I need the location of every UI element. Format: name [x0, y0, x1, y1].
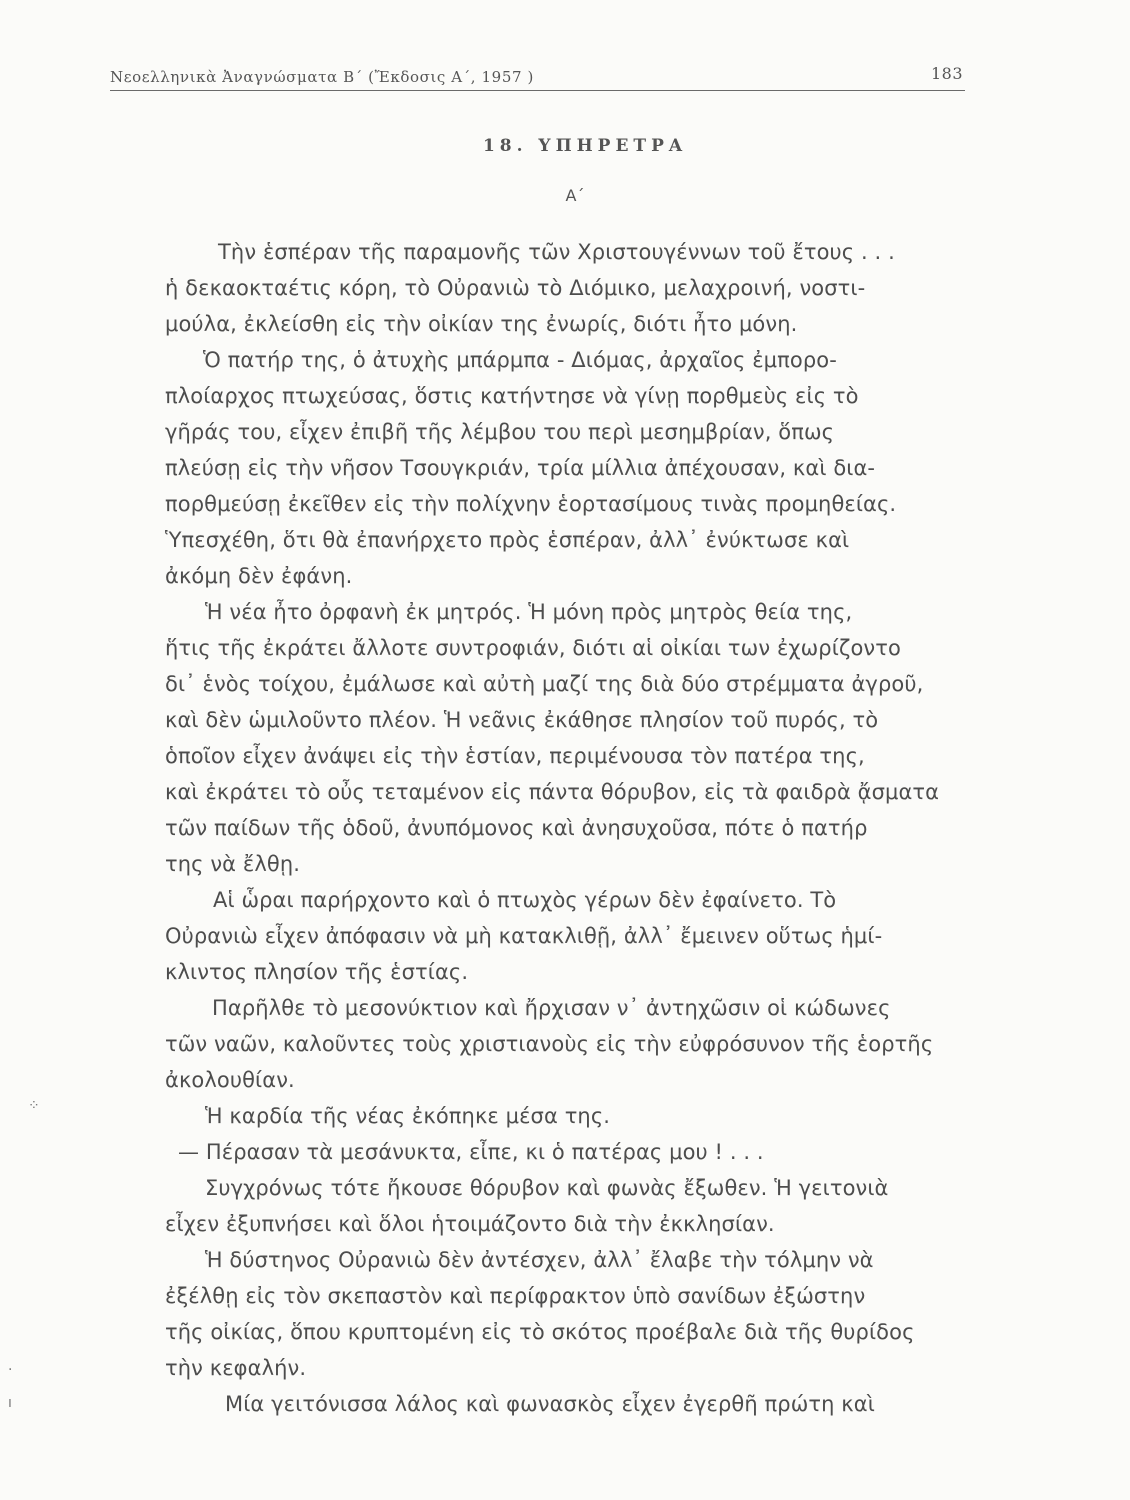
text-line: της νὰ ἔλθῃ.: [165, 852, 301, 876]
section-mark: Α´: [565, 186, 585, 205]
margin-speck: ⁘: [28, 1098, 40, 1114]
running-title: Νεοελληνικὰ Ἀναγνώσματα Β´ (Ἔκδοσις Α´, 1957 ): [110, 68, 534, 86]
text-line: ἡ δεκαοκταέτις κόρη, τὸ Οὐρανιὼ τὸ Διόμικο, μελαχροινή, νοστι-: [165, 276, 866, 300]
text-line: ἀκολουθίαν.: [165, 1068, 295, 1092]
text-line: πλεύσῃ εἰς τὴν νῆσον Τσουγκριάν, τρία μίλλια ἀπέχουσαν, καὶ δια-: [165, 456, 876, 480]
text-line: Τὴν ἑσπέραν τῆς παραμονῆς τῶν Χριστουγέννων τοῦ ἔτους . . .: [218, 240, 895, 264]
text-line: ἀκόμη δὲν ἐφάνη.: [165, 564, 353, 588]
text-line: ἐξέλθῃ εἰς τὸν σκεπαστὸν καὶ περίφρακτον ὑπὸ σανίδων ἐξώστην: [165, 1284, 866, 1308]
text-line: ἥτις τῆς ἐκράτει ἄλλοτε συντροφιάν, διότι αἱ οἰκίαι των ἐχωρίζοντο: [165, 636, 901, 660]
text-line: Συγχρόνως τότε ἤκουσε θόρυβον καὶ φωνὰς ἔξωθεν. Ἡ γειτονιὰ: [205, 1176, 889, 1200]
text-line: κλιντος πλησίον τῆς ἑστίας.: [165, 960, 469, 984]
chapter-title: 18. ΥΠΗΡΕΤΡΑ: [482, 136, 688, 156]
text-line: τὴν κεφαλήν.: [165, 1356, 307, 1380]
text-line: Μία γειτόνισσα λάλος καὶ φωνασκὸς εἶχεν ἐγερθῆ πρώτη καὶ: [225, 1392, 875, 1416]
text-line: πορθμεύσῃ ἐκεῖθεν εἰς τὴν πολίχνην ἑορτασίμους τινὰς προμηθείας.: [165, 492, 897, 516]
text-line: δι᾽ ἑνὸς τοίχου, ἐμάλωσε καὶ αὐτὴ μαζί της διὰ δύο στρέμματα ἀγροῦ,: [165, 672, 924, 696]
margin-speck: ·: [8, 1362, 13, 1378]
text-line: Οὐρανιὼ εἶχεν ἀπόφασιν νὰ μὴ κατακλιθῇ, ἀλλ᾽ ἔμεινεν οὕτως ἡμί-: [165, 924, 883, 948]
text-line: τῶν παίδων τῆς ὁδοῦ, ἀνυπόμονος καὶ ἀνησυχοῦσα, πότε ὁ πατήρ: [165, 816, 868, 840]
page-number: 183: [930, 64, 963, 83]
text-line: μούλα, ἐκλείσθη εἰς τὴν οἰκίαν της ἐνωρίς, διότι ἦτο μόνη.: [165, 312, 798, 336]
text-line: τῆς οἰκίας, ὅπου κρυπτομένη εἰς τὸ σκότος προέβαλε διὰ τῆς θυρίδος: [165, 1320, 915, 1344]
text-line: πλοίαρχος πτωχεύσας, ὅστις κατήντησε νὰ γίνῃ πορθμεὺς εἰς τὸ: [165, 384, 859, 408]
text-line: καὶ ἐκράτει τὸ οὖς τεταμένον εἰς πάντα θόρυβον, εἰς τὰ φαιδρὰ ᾄσματα: [165, 780, 940, 804]
text-line: Ἡ καρδία τῆς νέας ἐκόπηκε μέσα της.: [205, 1104, 611, 1128]
text-line: Ὑπεσχέθη, ὅτι θὰ ἐπανήρχετο πρὸς ἑσπέραν, ἀλλ᾽ ἐνύκτωσε καὶ: [165, 528, 850, 552]
text-line: Ἡ νέα ἦτο ὀρφανὴ ἐκ μητρός. Ἡ μόνη πρὸς μητρὸς θεία της,: [205, 600, 853, 624]
text-line: εἶχεν ἐξυπνήσει καὶ ὅλοι ἡτοιμάζοντο διὰ τὴν ἐκκλησίαν.: [165, 1212, 775, 1236]
text-line: Ἡ δύστηνος Οὐρανιὼ δὲν ἀντέσχεν, ἀλλ᾽ ἔλαβε τὴν τόλμην νὰ: [205, 1248, 874, 1272]
page-header: [110, 62, 965, 91]
margin-speck: ı: [8, 1395, 12, 1411]
text-line: γῆράς του, εἶχεν ἐπιβῆ τῆς λέμβου του περὶ μεσημβρίαν, ὅπως: [165, 420, 835, 444]
text-line: Αἱ ὧραι παρήρχοντο καὶ ὁ πτωχὸς γέρων δὲν ἐφαίνετο. Τὸ: [213, 888, 837, 912]
text-line: καὶ δὲν ὡμιλοῦντο πλέον. Ἡ νεᾶνις ἐκάθησε πλησίον τοῦ πυρός, τὸ: [165, 708, 879, 732]
text-line: ὁποῖον εἶχεν ἀνάψει εἰς τὴν ἑστίαν, περιμένουσα τὸν πατέρα της,: [165, 744, 865, 768]
text-line: — Πέρασαν τὰ μεσάνυκτα, εἶπε, κι ὁ πατέρας μου ! . . .: [178, 1140, 764, 1164]
text-line: Παρῆλθε τὸ μεσονύκτιον καὶ ἤρχισαν ν᾽ ἀντηχῶσιν οἱ κώδωνες: [212, 996, 891, 1020]
text-line: τῶν ναῶν, καλοῦντες τοὺς χριστιανοὺς εἰς τὴν εὐφρόσυνον τῆς ἑορτῆς: [165, 1032, 934, 1056]
text-line: Ὁ πατήρ της, ὁ ἀτυχὴς μπάρμπα - Διόμας, ἀρχαῖος ἐμπορο-: [203, 348, 837, 372]
